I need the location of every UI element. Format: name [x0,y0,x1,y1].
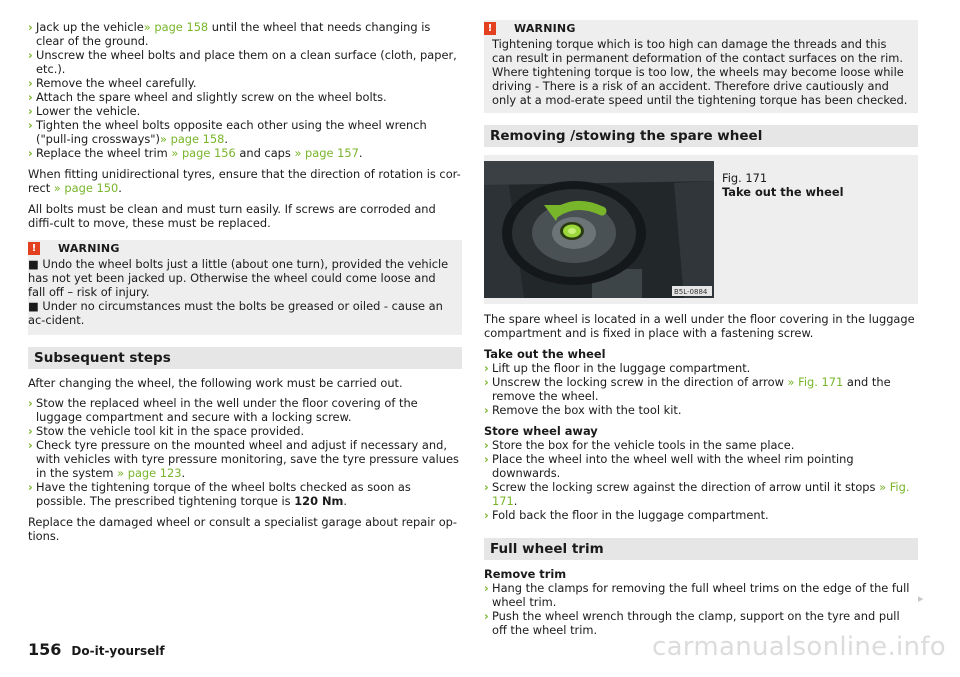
paragraph-closing: Replace the damaged wheel or consult a specialist garage about repair op-tions. [28,515,458,543]
step-text [492,452,918,480]
step-item [484,581,918,609]
step-text [492,480,918,508]
step-text-part: 120 Nm [294,494,344,508]
chevron-right-icon: › [484,403,489,417]
chevron-right-icon: › [28,480,33,494]
step-item [28,118,462,146]
spare-wheel-illustration [484,161,714,298]
step-item [484,452,918,480]
step-text-part: Push the wheel wrench through the clamp, support on the tyre and pull off the wheel trim. [492,609,900,637]
warning-text: Tightening torque which is too high can damage the threads and this can result in permanent deformation of the contact surfaces on the rim. Where tightening torque is too low, the wheels may become loose while driving - There is a risk of an accident. Therefore drive cautiously and only at a mod-erate speed until the tightening torque has been checked. [492,37,908,107]
step-text [492,361,918,375]
step-text [36,90,462,104]
chevron-right-icon: › [28,48,33,62]
step-text [36,424,462,438]
warning-icon: ! [484,22,496,35]
chevron-right-icon: › [28,104,33,118]
chevron-right-icon: › [28,118,33,132]
warning-box-left [28,240,462,335]
step-text [36,48,462,76]
chevron-right-icon: › [28,20,33,34]
step-text [36,76,462,90]
page-link[interactable]: » page 156 [171,146,236,160]
step-text [36,118,462,146]
step-item [28,438,462,480]
section-heading-spare-wheel: Removing /stowing the spare wheel [484,125,918,147]
step-text-part: Store the box for the vehicle tools in the same place. [492,438,795,452]
steps-list-take-out [484,361,918,417]
figure-code: B5L-0884 [674,288,708,296]
step-text [492,375,918,403]
paragraph-bolts: All bolts must be clean and must turn easily. If screws are corroded and diffi-cult to move, these must be replaced. [28,202,436,230]
step-text [492,403,918,417]
step-text-part: Jack up the vehicle [36,20,144,34]
chevron-right-icon: › [484,452,489,466]
section-heading-subsequent-steps: Subsequent steps [28,347,462,369]
step-item [484,361,918,375]
step-text-part: Check tyre pressure on the mounted wheel and adjust if necessary and, with vehicles with tyre pressure monitoring, save the tyre pressure values in the system [36,438,459,480]
chevron-right-icon: › [484,361,489,375]
warning-title: WARNING [58,241,120,255]
section-heading-full-wheel-trim: Full wheel trim [484,538,918,560]
heading-store: Store wheel away [484,424,598,438]
step-item [28,48,462,76]
step-text [36,480,462,508]
step-item [28,146,462,160]
warning-box-right [484,20,918,113]
warning-title: WARNING [514,21,576,35]
step-text-part: until the wheel that needs changing is clear of the ground. [36,20,431,48]
page-link[interactable]: » page 158 [160,132,225,146]
warning-icon: ! [28,242,40,255]
step-text-part: Remove the wheel carefully. [36,76,197,90]
step-item [28,424,462,438]
step-text-part: . [181,466,186,480]
chevron-right-icon: › [28,76,33,90]
chevron-right-icon: › [484,508,489,522]
step-text-part: Remove the box with the tool kit. [492,403,682,417]
left-column [28,20,462,543]
chevron-right-icon: › [484,438,489,452]
step-text-part: Place the wheel into the wheel well with the wheel rim pointing downwards. [492,452,854,480]
step-text [492,581,918,609]
step-item [28,396,462,424]
spare-wheel-photo [484,161,714,298]
step-text-part: Tighten the wheel bolts opposite each other using the wheel wrench ("pull-ing crossways") [36,118,427,146]
figure-title: Take out the wheel [722,185,844,199]
step-item [484,480,918,508]
step-text-part: Stow the replaced wheel in the well under the floor covering of the luggage compartment and secure with a locking screw. [36,396,418,424]
heading-take-out: Take out the wheel [484,347,606,361]
page-link[interactable]: » Fig. 171 [787,375,844,389]
step-text-part: . [358,146,363,160]
step-text-part: Unscrew the locking screw in the direction of arrow [492,375,788,389]
step-text [492,438,918,452]
step-item [28,20,462,48]
steps-list-after [28,396,462,508]
step-item [28,104,462,118]
step-text-part: . [224,132,229,146]
figure-number: Fig. 171 [722,171,768,185]
warning-line: ■ Under no circumstances must the bolts be greased or oiled - cause an ac-cident. [28,299,443,327]
step-text-part: Attach the spare wheel and slightly screw on the wheel bolts. [36,90,387,104]
step-text-part: Stow the vehicle tool kit in the space provided. [36,424,305,438]
steps-list-top [28,20,462,160]
step-item [28,76,462,90]
step-text-part: Replace the wheel trim [36,146,172,160]
step-text [36,438,462,480]
step-text [492,508,918,522]
page-link[interactable]: » Fig. 171 [492,480,910,508]
step-text-part: Lower the vehicle. [36,104,141,118]
step-text-part: Have the tightening torque of the wheel bolts checked as soon as possible. The prescribed tightening torque is [36,480,411,508]
page-link[interactable]: » page 150 [53,181,119,195]
step-text-part: Fold back the floor in the luggage compartment. [492,508,769,522]
step-text-part: . [343,494,347,508]
chevron-right-icon: › [484,375,489,389]
step-text-part: and caps [235,146,295,160]
figure-caption [714,161,844,298]
step-text-part: and the remove the wheel. [492,375,891,403]
step-item [28,90,462,104]
step-text-part: Screw the locking screw against the direction of arrow until it stops [492,480,880,494]
chevron-right-icon: › [484,609,489,623]
step-text [36,396,462,424]
chevron-right-icon: › [28,90,33,104]
steps-list-store [484,438,918,522]
step-text [36,146,462,160]
chevron-right-icon: › [28,396,33,410]
right-column [484,20,918,637]
chevron-right-icon: › [28,146,33,160]
step-text [36,20,462,48]
step-text-part: Hang the clamps for removing the full wheel trims on the edge of the full wheel trim. [492,581,910,609]
step-text [36,104,462,118]
warning-line: ■ Undo the wheel bolts just a little (about one turn), provided the vehicle has not yet been jacked up. Otherwise the wheel could come loose and fall off – risk of injury. [28,257,449,299]
page-link[interactable]: » page 158 [143,20,209,34]
paragraph-unidirectional: When fitting unidirectional tyres, ensure that the direction of rotation is cor-rect » page 150. [28,167,461,195]
chevron-right-icon: › [28,424,33,438]
step-item [28,480,462,508]
footer-section-title: Do-it-yourself [71,644,165,658]
paragraph-intro: After changing the wheel, the following work must be carried out. [28,376,403,390]
paragraph-spare-wheel: The spare wheel is located in a well under the floor covering in the luggage compartment and is fixed in place with a fastening screw. [484,312,915,340]
step-text-part: . [513,494,518,508]
continue-arrow-icon: ▸ [918,592,924,605]
page-link[interactable]: » page 157 [294,146,359,160]
step-text-part: Lift up the floor in the luggage compartment. [492,361,751,375]
heading-remove-trim: Remove trim [484,567,567,581]
page-number: 156 [28,640,62,659]
chevron-right-icon: › [484,480,489,494]
chevron-right-icon: › [28,438,33,452]
step-item [484,508,918,522]
figure-171 [484,155,918,304]
steps-list-remove [484,581,918,637]
step-item [484,375,918,403]
step-text-part: Unscrew the wheel bolts and place them on a clean surface (cloth, paper, etc.). [36,48,457,76]
step-item [484,438,918,452]
page-footer [28,640,165,659]
watermark: carmanualsonline.info [651,632,946,662]
page-link[interactable]: » page 123 [117,466,182,480]
step-item [484,403,918,417]
chevron-right-icon: › [484,581,489,595]
